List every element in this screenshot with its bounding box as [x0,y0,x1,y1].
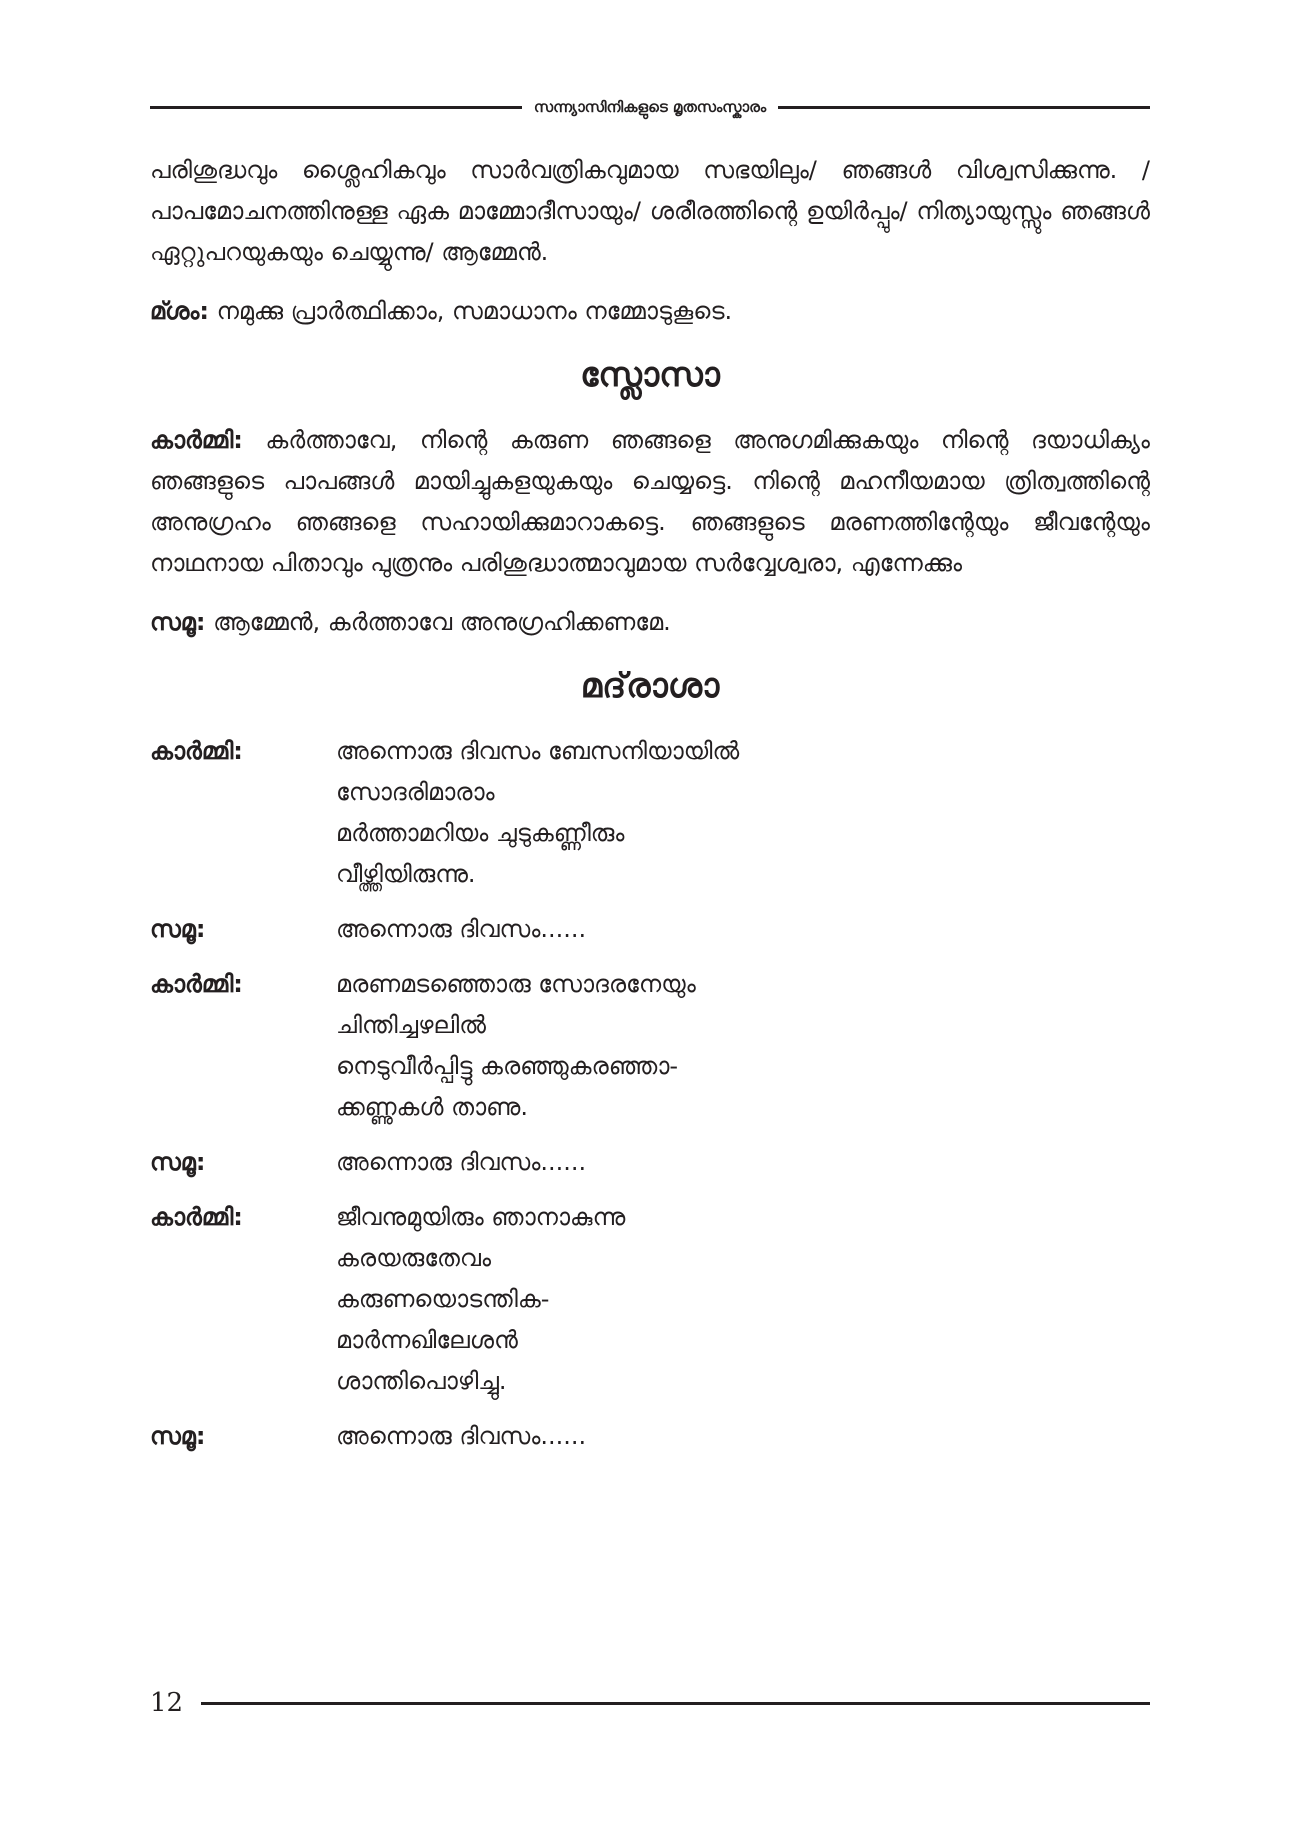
speaker-label: കാർമ്മി: [150,1203,243,1231]
verse-lines [336,964,696,1128]
verse-line: അന്നൊരു ദിവസം...... [336,915,587,943]
page-content [150,150,1150,1471]
dialogue-block [150,1197,1150,1402]
prayer-text: നമുക്കു പ്രാർത്ഥിക്കാം, സമാധാനം നമ്മോടുകൂടെ. [208,297,733,325]
section-heading-slosa: സ്ലോസാ [580,355,720,395]
verse-line: നെടുവീർപ്പിട്ടു കരഞ്ഞുകരഞ്ഞാ- [336,1052,679,1080]
verse-lines [336,731,739,895]
dialogue-block [150,731,1150,895]
verse-line: അന്നൊരു ദിവസം ബേസനിയായിൽ [336,737,740,765]
verse-line: അന്നൊരു ദിവസം...... [336,1148,587,1176]
running-header [150,98,1150,116]
header-rule-right [778,106,1150,109]
celebrant-prayer [150,420,1150,584]
section-heading-madrasha: മദ്‌രാശാ [580,666,720,706]
priest-prayer-line [150,291,1150,332]
speaker-label: കാർമ്മി: [150,970,243,998]
verse-line: കരുണയൊടന്തിക- [336,1285,550,1313]
verse-line: സോദരിമാരാം [336,778,495,806]
speaker-label: സമൂ: [150,608,206,636]
verse-line: മരണമടഞ്ഞൊരു സോദരനേയും [336,970,696,998]
dialogue-block [150,1142,1150,1183]
verse-line: ജീവനുമുയിരും ഞാനാകുന്നു [336,1203,626,1231]
verse-lines [336,1197,625,1402]
header-title: സന്ന്യാസിനികളുടെ മൃതസംസ്കാരം [533,98,767,116]
verse-line: മർത്താമറിയം ചുടുകണ്ണീരും [336,819,625,847]
speaker-label: കാർമ്മി: [150,426,243,454]
speaker-label: കാർമ്മി: [150,737,243,765]
speaker-label: സമൂ: [150,1148,206,1176]
page-footer [150,1688,1150,1718]
speaker-label: സമൂ: [150,915,206,943]
prayer-text: കർത്താവേ, നിന്റെ കരുണ ഞങ്ങളെ അനുഗമിക്കുകയും നിന്റെ ദയാധിക്യം ഞങ്ങളുടെ പാപങ്ങൾ മായിച്ചുകളയുകയും ചെയ്യട്ടെ. നിന്റെ മഹനീയമായ ത്രിത്വത്തിന്റെ അനുഗ്രഹം ഞങ്ങളെ സഹായിക്കുമാറാകട്ടെ. ഞങ്ങളുടെ മരണത്തിന്റേയും ജീവന്റേയും നാഥനായ പിതാവും പുത്രനും പരിശുദ്ധാത്മാവുമായ സർവ്വേശ്വരാ, എന്നേക്കും [150,426,1150,577]
verse-lines [336,909,586,950]
verse-line: ക്കണ്ണുകൾ താണു. [336,1093,528,1121]
dialogue-block [150,964,1150,1128]
footer-rule [201,1702,1150,1705]
verse-line: ശാന്തിപൊഴിച്ചു. [336,1367,507,1395]
verse-line: അന്നൊരു ദിവസം...... [336,1422,587,1450]
intro-paragraph: പരിശുദ്ധവും ശ്ലൈഹികവും സാർവത്രികവുമായ സഭയിലും/ ഞങ്ങൾ വിശ്വസിക്കുന്നു. / പാപമോചനത്തിനുള്ള ഏക മാമ്മോദീസായും/ ശരീരത്തിന്റെ ഉയിർപ്പും/ നിത്യായുസ്സും ഞങ്ങൾ ഏറ്റുപറയുകയും ചെയ്യുന്നു/ ആമ്മേൻ. [150,156,1150,266]
verse-lines [336,1416,586,1457]
speaker-label: മ്ശം: [150,297,209,325]
hymn-dialogue [150,731,1150,1457]
dialogue-block [150,1416,1150,1457]
verse-line: വീഴ്ത്തിയിരുന്നു. [336,860,476,888]
verse-line: മാർന്നഖിലേശൻ [336,1326,518,1354]
page-number: 12 [150,1688,184,1718]
response-text: ആമ്മേൻ, കർത്താവേ അനുഗ്രഹിക്കണമേ. [205,608,671,636]
dialogue-block [150,909,1150,950]
verse-lines [336,1142,586,1183]
community-response [150,602,1150,643]
header-rule-left [150,106,522,109]
verse-line: കരയരുതേവം [336,1244,492,1272]
speaker-label: സമൂ: [150,1422,206,1450]
verse-line: ചിന്തിച്ചഴലിൽ [336,1011,486,1039]
